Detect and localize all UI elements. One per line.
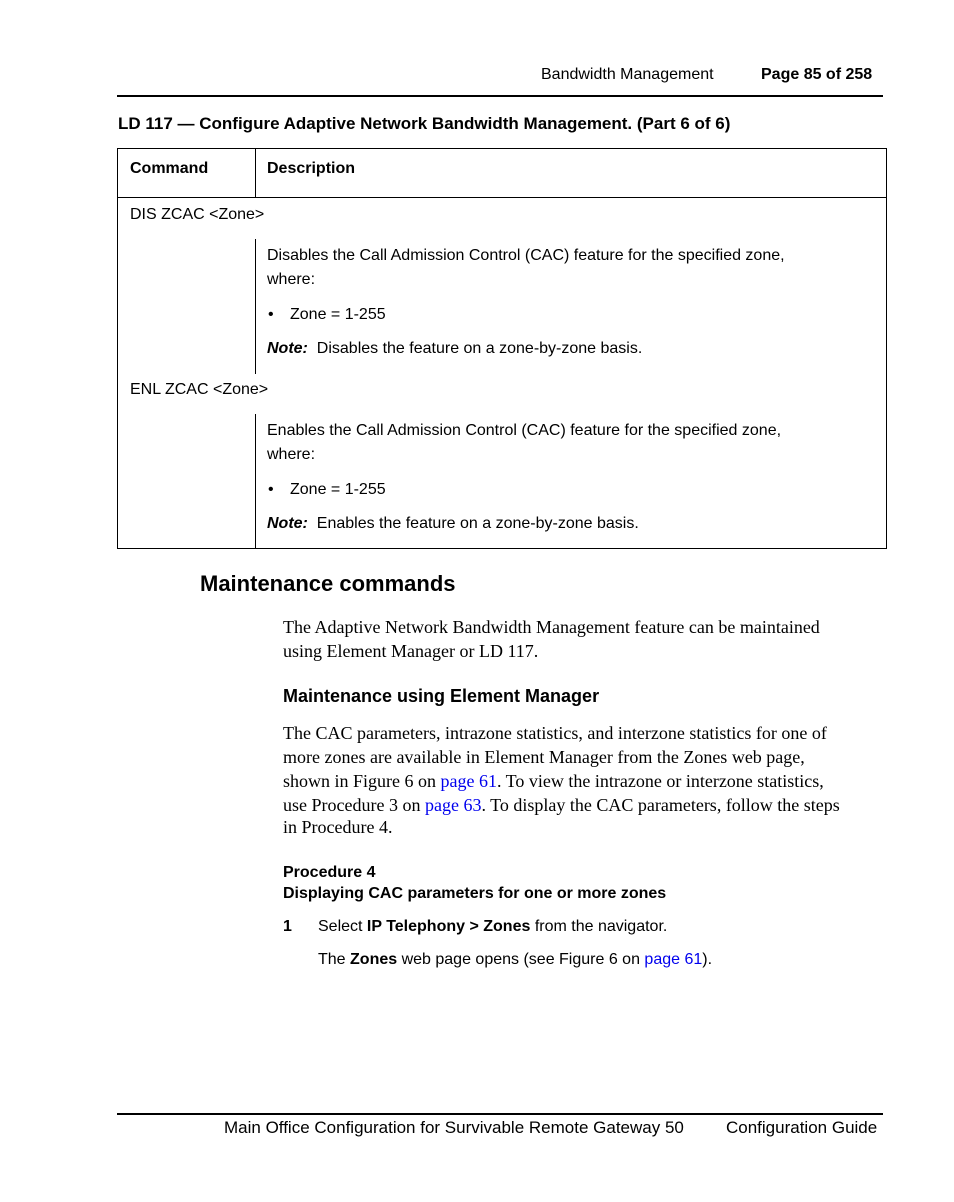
step-number: 1 xyxy=(283,918,292,935)
text-segment: web page opens (see Figure 6 on xyxy=(397,951,645,968)
note xyxy=(267,512,639,536)
footer-guide: Configuration Guide xyxy=(726,1118,878,1137)
text-segment: use Procedure 3 on xyxy=(283,795,425,815)
command-dis-zcac: DIS ZCAC <Zone> xyxy=(130,206,265,223)
row2-column-divider xyxy=(255,414,256,549)
intro-line: The Adaptive Network Bandwidth Management feature can be maintained xyxy=(283,617,820,637)
table-header-separator xyxy=(117,197,887,198)
footer-rule xyxy=(117,1113,883,1115)
procedure-title: Displaying CAC parameters for one or more zones xyxy=(283,885,667,902)
text-segment: . To view the intrazone or interzone statistics, xyxy=(496,771,824,791)
text-segment: ). xyxy=(702,951,713,968)
description-line: Enables the Call Admission Control (CAC) feature for the specified zone, xyxy=(267,422,782,439)
text-segment: from the navigator. xyxy=(530,918,668,935)
paragraph-line: in Procedure 4. xyxy=(283,817,393,837)
page-61-link[interactable]: page 61 xyxy=(440,771,497,791)
bullet-text: Zone = 1-255 xyxy=(290,481,386,498)
section-heading: Maintenance commands xyxy=(200,571,456,596)
bullet-marker: • xyxy=(268,306,274,323)
column-header-description: Description xyxy=(267,160,356,177)
paragraph-line: more zones are available in Element Manager from the Zones web page, xyxy=(283,747,805,767)
note-text: Enables the feature on a zone-by-zone basis. xyxy=(316,515,639,532)
table-title: LD 117 — Configure Adaptive Network Bandwidth Management. (Part 6 of 6) xyxy=(118,114,731,133)
page-61-link[interactable]: page 61 xyxy=(644,951,703,968)
description-line: where: xyxy=(267,446,316,463)
paragraph-line xyxy=(283,793,840,817)
text-segment: The xyxy=(318,951,351,968)
bullet-text: Zone = 1-255 xyxy=(290,306,386,323)
footer-doc-title: Main Office Configuration for Survivable Remote Gateway 50 xyxy=(224,1118,684,1137)
subsection-heading: Maintenance using Element Manager xyxy=(283,686,600,706)
description-line: Disables the Call Admission Control (CAC) feature for the specified zone, xyxy=(267,247,785,264)
text-segment: Select xyxy=(318,918,367,935)
procedure-number: Procedure 4 xyxy=(283,864,376,881)
bullet-marker: • xyxy=(268,481,274,498)
text-segment: . To display the CAC parameters, follow the steps xyxy=(481,795,840,815)
step-result xyxy=(318,951,712,969)
menu-path: IP Telephony > Zones xyxy=(366,918,531,935)
note-label: Note: xyxy=(267,515,308,532)
running-header-section: Bandwidth Management xyxy=(541,66,714,83)
page-number: Page 85 of 258 xyxy=(761,66,873,83)
intro-line: using Element Manager or LD 117. xyxy=(283,641,539,661)
note-label: Note: xyxy=(267,340,308,357)
paragraph-line: The CAC parameters, intrazone statistics, and interzone statistics for one of xyxy=(283,723,827,743)
description-line: where: xyxy=(267,271,316,288)
column-header-command: Command xyxy=(130,160,209,177)
text-segment: shown in Figure 6 on xyxy=(283,771,441,791)
page-63-link[interactable]: page 63 xyxy=(424,795,482,815)
header-column-divider xyxy=(255,148,256,198)
paragraph-line xyxy=(283,769,824,793)
command-enl-zcac: ENL ZCAC <Zone> xyxy=(130,381,269,398)
header-rule xyxy=(117,95,883,97)
note xyxy=(267,337,642,361)
step-text xyxy=(318,918,667,936)
row1-column-divider xyxy=(255,239,256,374)
zones-label: Zones xyxy=(350,951,398,968)
note-text: Disables the feature on a zone-by-zone basis. xyxy=(316,340,643,357)
